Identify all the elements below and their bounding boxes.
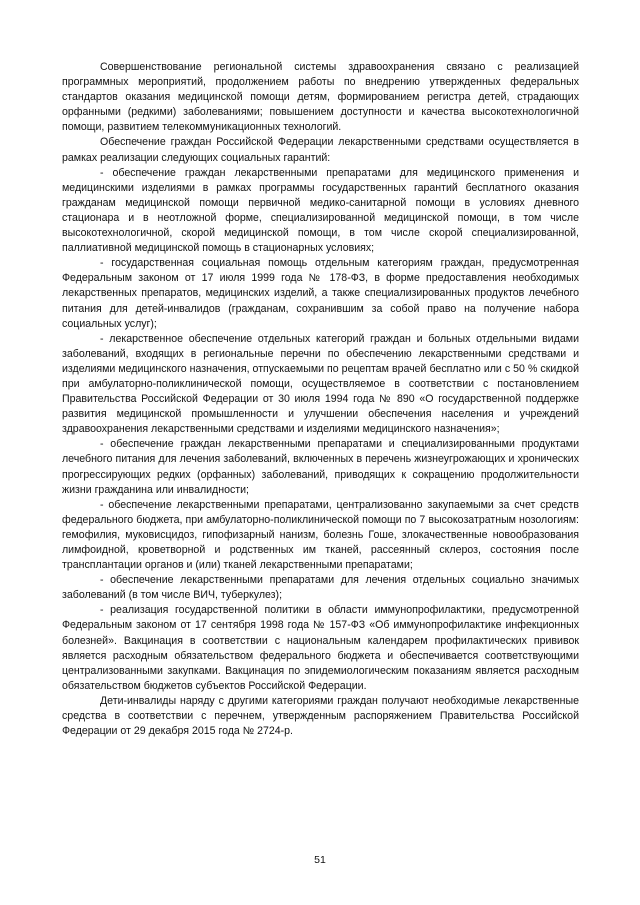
list-item-immunoprophylaxis: - реализация государственной политики в области иммунопрофилактики, предусмотренной Федеральным законом от 17 сентября 1998 года № 157-ФЗ «Об иммунопрофилактике инфекционных болезней». Вакцинация в соответствии с национальным календарем профилактических прививок является расходным обязательством федерального бюджета и обеспечивается соответствующими централизованными закупками. Вакцинация по эпидемиологическим показаниям является расходным обязательством бюджетов субъектов Российской Федерации. [62, 604, 579, 692]
paragraph-disabled-children: Дети-инвалиды наряду с другими категориями граждан получают необходимые лекарственные средства в соответствии с перечнем, утвержденным распоряжением Правительства Российской Федерации от 29 декабря 2015 года № 2724-р. [62, 694, 579, 738]
list-item-social-assistance: - государственная социальная помощь отдельным категориям граждан, предусмотренная Федеральным законом от 17 июля 1999 года № 178-ФЗ, в форме предоставления необходимых лекарственных препаратов, медицинских изделий, а также специализированных продуктов лечебного питания для детей-инвалидов (гражданам, сохранившим за собой право на получение набора социальных услуг); [62, 257, 579, 330]
list-item-socially-significant: - обеспечение лекарственными препаратами для лечения отдельных социально значимых заболеваний (в том числе ВИЧ, туберкулез); [62, 574, 579, 602]
list-item-regional-provision: - лекарственное обеспечение отдельных категорий граждан и больных отдельными видами заболеваний, входящих в региональные перечни по обеспечению лекарственными средствами и изделиями медицинского назначения, отпускаемыми по рецептам врачей бесплатно или с 50 % скидкой при амбулаторно-поликлинической помощи, осуществляемое в соответствии с постановлением Правительства Российской Федерации от 30 июля 1994 года № 890 «О государственной поддержке развития медицинской промышленности и улучшении обеспечения населения и учреждений здравоохранения лекарственными средствами и изделиями медицинского назначения»; [62, 332, 579, 436]
page-number: 51 [314, 854, 326, 866]
list-item-seven-nosologies: - обеспечение лекарственными препаратами, централизованно закупаемыми за счет средств федерального бюджета, при амбулаторно-поликлинической помощи по 7 высокозатратным нозологиям: гемофилия, муковисцидоз, гипофизарный нанизм, болезнь Гоше, злокачественные новообразования лимфоидной, кроветворной и родственных им тканей, рассеянный склероз, состояния после трансплантации органов и (или) тканей лекарственными препаратами; [62, 498, 579, 572]
list-item-orphan-diseases: - обеспечение граждан лекарственными препаратами и специализированными продуктами лечебного питания для лечения заболеваний, включенных в перечень жизнеугрожающих и хронических прогрессирующих редких (орфанных) заболеваний, приводящих к сокращению продолжительности жизни гражданина или инвалидности; [62, 438, 579, 496]
paragraph-guarantees-lead: Обеспечение граждан Российской Федерации лекарственными средствами осуществляется в рамках реализации следующих социальных гарантий: [62, 136, 579, 164]
body-text [62, 60, 579, 739]
list-item-program-guarantees: - обеспечение граждан лекарственными препаратами для медицинского применения и медицинскими изделиями в рамках программы государственных гарантий бесплатного оказания гражданам медицинской помощи первичной медико-санитарной помощи в условиях дневного стационара и в неотложной форме, специализированной медицинской помощи, в том числе высокотехнологичной, скорой медицинской помощи, в том числе скорой специализированной, паллиативной медицинской помощь в стационарных условиях; [62, 166, 579, 255]
paragraph-intro: Совершенствование региональной системы здравоохранения связано с реализацией программных мероприятий, продолжением работы по внедрению утвержденных федеральных стандартов оказания медицинской помощи детям, формированием регистра детей, страдающих орфанными (редкими) заболеваниями; повышением доступности и качества высокотехнологичной помощи, развитием телекоммуникационных технологий. [62, 61, 579, 134]
